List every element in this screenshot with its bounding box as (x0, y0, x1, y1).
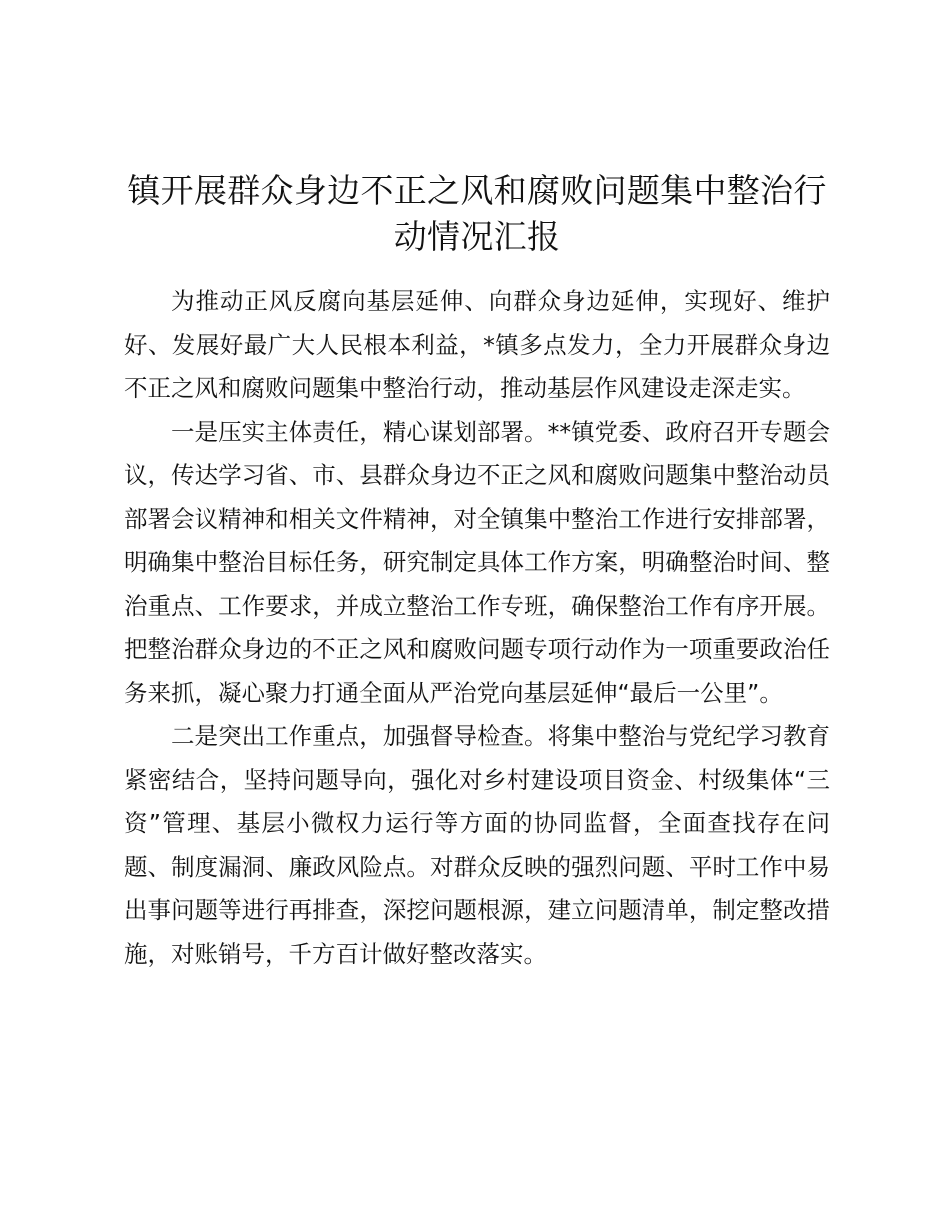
document-page (124, 168, 830, 976)
document-title: 镇开展群众身边不正之风和腐败问题集中整治行动情况汇报 (127, 171, 827, 256)
paragraph-point-two: 二是突出工作重点，加强督导检查。将集中整治与党纪学习教育紧密结合，坚持问题导向，强化对乡村建设项目资金、村级集体“三资”管理、基层小微权力运行等方面的协同监督，全面查找存在问题、制度漏洞、廉政风险点。对群众反映的强烈问题、平时工作中易出事问题等进行再排查，深挖问题根源，建立问题清单，制定整改措施，对账销号，千方百计做好整改落实。 (124, 722, 830, 968)
paragraph-point-one: 一是压实主体责任，精心谋划部署。**镇党委、政府召开专题会议，传达学习省、市、县群众身边不正之风和腐败问题集中整治动员部署会议精神和相关文件精神，对全镇集中整治工作进行安排部署，明确集中整治目标任务，研究制定具体工作方案，明确整治时间、整治重点、工作要求，并成立整治工作专班，确保整治工作有序开展。把整治群众身边的不正之风和腐败问题专项行动作为一项重要政治任务来抓，凝心聚力打通全面从严治党向基层延伸“最后一公里”。 (124, 417, 830, 707)
document-body (124, 280, 830, 976)
paragraph-intro: 为推动正风反腐向基层延伸、向群众身边延伸，实现好、维护好、发展好最广大人民根本利益，*镇多点发力，全力开展群众身边不正之风和腐败问题集中整治行动，推动基层作风建设走深走实。 (124, 287, 830, 402)
